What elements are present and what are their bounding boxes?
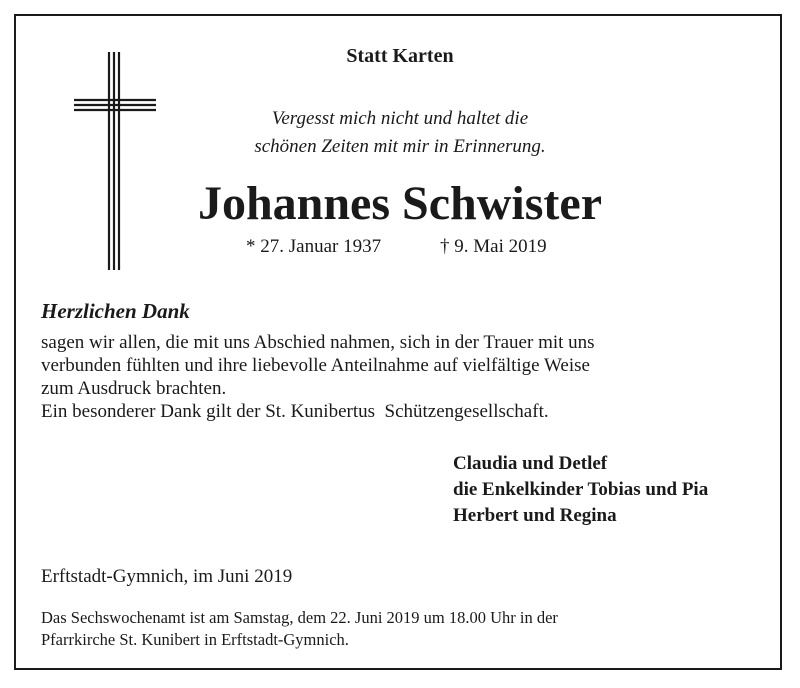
service-line: Pfarrkirche St. Kunibert in Erftstadt-Gymnich. — [41, 630, 349, 649]
body-line: Ein besonderer Dank gilt der St. Kunibertus Schützengesellschaft. — [41, 401, 549, 422]
signer-line: Herbert und Regina — [453, 505, 617, 526]
service-line: Das Sechswochenamt ist am Samstag, dem 22. Juni 2019 um 18.00 Uhr in der — [41, 608, 558, 627]
thanks-body — [41, 331, 595, 423]
cross-icon — [74, 52, 156, 270]
body-line: zum Ausdruck brachten. — [41, 378, 227, 399]
quote-line: schönen Zeiten mit mir in Erinnerung. — [254, 136, 546, 157]
signer-line: die Enkelkinder Tobias und Pia — [453, 479, 709, 500]
thanks-heading: Herzlichen Dank — [41, 299, 190, 323]
birth-date: * 27. Januar 1937 — [246, 236, 382, 257]
deceased-name: Johannes Schwister — [197, 177, 603, 230]
place-date: Erftstadt-Gymnich, im Juni 2019 — [41, 566, 293, 587]
signers-block — [453, 451, 708, 529]
death-date: † 9. Mai 2019 — [440, 236, 547, 257]
quote-line: Vergesst mich nicht und haltet die — [271, 108, 529, 129]
memorial-quote — [0, 105, 800, 161]
header-statt-karten: Statt Karten — [346, 45, 454, 67]
body-line: verbunden fühlten und ihre liebevolle Anteilnahme auf vielfältige Weise — [41, 355, 590, 376]
body-line: sagen wir allen, die mit uns Abschied nahmen, sich in der Trauer mit uns — [41, 332, 595, 353]
signer-line: Claudia und Detlef — [453, 453, 608, 474]
service-info — [41, 607, 558, 651]
